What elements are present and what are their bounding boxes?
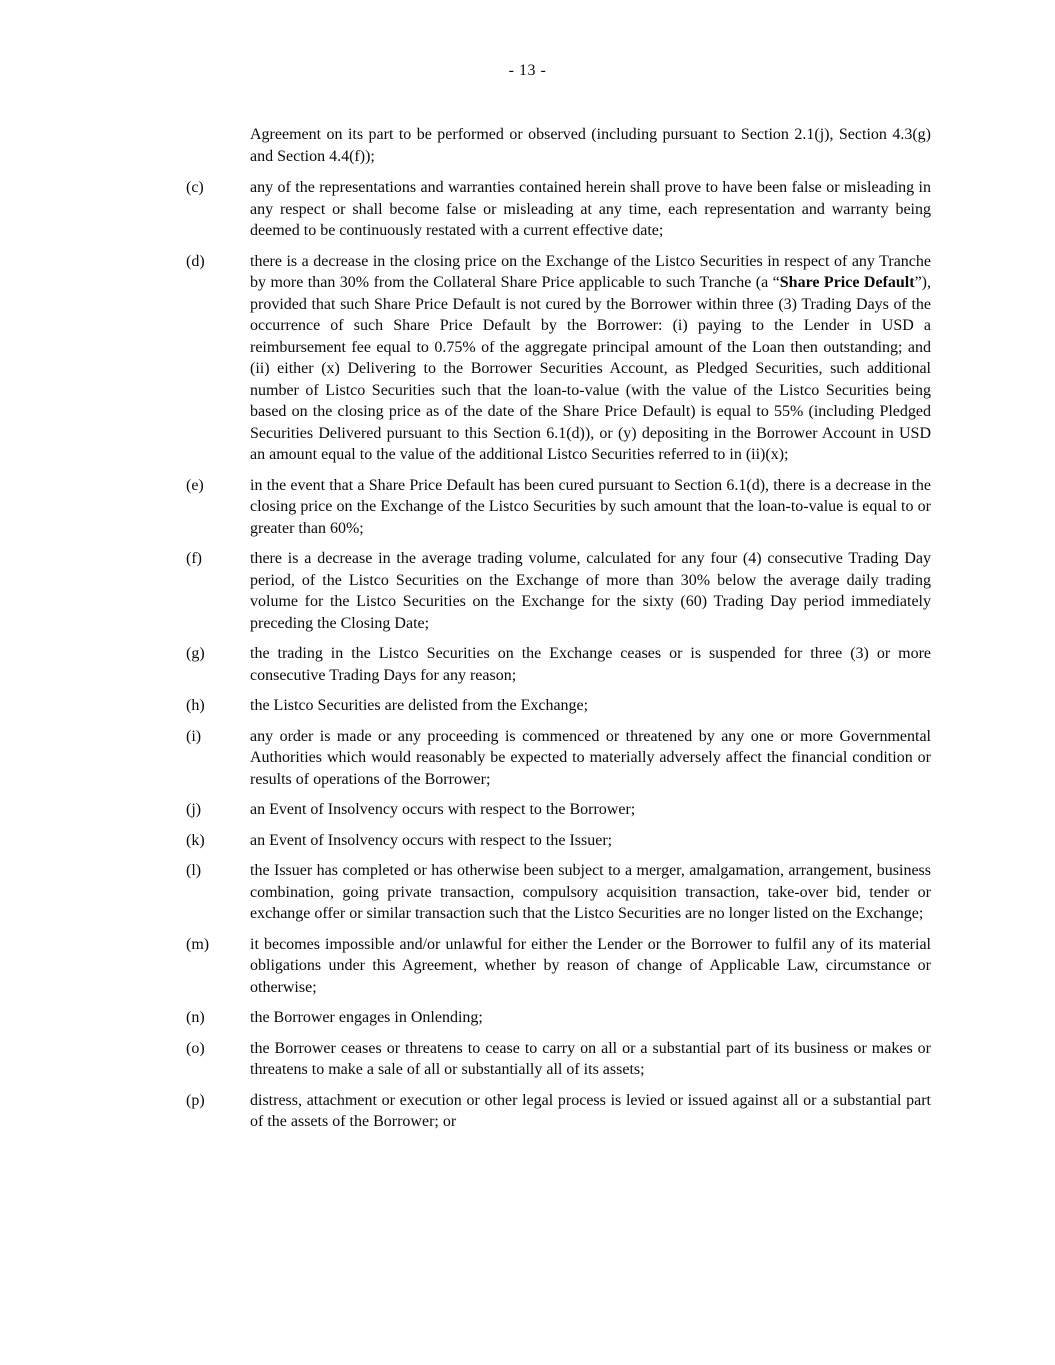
clause-label: (n): [186, 1009, 205, 1026]
clause-row: [186, 830, 931, 852]
clause-label: (o): [186, 1039, 205, 1057]
clause-text-segment: an Event of Insolvency occurs with respect to the Borrower;: [250, 801, 636, 818]
clause-text-segment: an Event of Insolvency occurs with respect to the Issuer;: [250, 831, 613, 849]
clause-row: [186, 726, 931, 791]
clause-row: [186, 643, 931, 686]
clause-row: [186, 251, 931, 466]
page-number: - 13 -: [508, 62, 547, 79]
defined-term-bold: Share Price Default: [779, 274, 915, 291]
clause-text: [250, 799, 931, 821]
clause-row: [186, 1038, 931, 1081]
clause-row: [186, 799, 931, 821]
clause-label: (k): [186, 831, 205, 849]
clause-row: [186, 177, 931, 242]
clause-label: (j): [186, 801, 202, 818]
clause-text: [250, 251, 931, 466]
clause-row: [186, 1090, 931, 1133]
clause-text: [250, 830, 931, 852]
clause-text-segment: it becomes impossible and/or unlawful for either the Lender or the Borrower to fulfil any of its material obligations under this Agreement, whether by reason of change of Applicable Law, circumstance or otherwise;: [250, 935, 931, 996]
clause-row: [186, 475, 931, 540]
clause-text-segment: there is a decrease in the closing price on the Exchange of the Listco Securities in respect of any Tranche by more than 30% from the Collateral Share Price applicable to such Tranche (a “: [250, 252, 931, 291]
clause-text-segment: there is a decrease in the average trading volume, calculated for any four (4) consecutive Trading Day period, of the Listco Securities on the Exchange of more than 30% below the average daily trading volume for the Listco Securities on the Exchange for the sixty (60) Trading Day period immediately preceding the Closing Date;: [250, 550, 931, 632]
clause-text: [250, 1038, 931, 1081]
clause-text: [250, 1090, 931, 1133]
clause-label: (p): [186, 1091, 205, 1109]
clause-text: [250, 934, 931, 999]
document-body: [186, 124, 931, 1133]
clause-text-segment: distress, attachment or execution or other legal process is levied or issued against all or a substantial part of the assets of the Borrower; or: [250, 1091, 931, 1130]
clause-text: [250, 643, 931, 686]
clause-label: (e): [186, 476, 204, 494]
clause-label: (l): [186, 862, 202, 879]
clause-text: [250, 860, 931, 925]
clause-text-segment: any of the representations and warranties contained herein shall prove to have been false or misleading in any respect or shall become false or misleading at any time, each representation and warranty being deemed to be continuously restated with a current effective date;: [250, 179, 931, 239]
clause-label: (h): [186, 697, 205, 714]
clause-text-segment: the Borrower engages in Onlending;: [250, 1009, 483, 1026]
clause-text: [250, 475, 931, 540]
clause-text-segment: the Listco Securities are delisted from the Exchange;: [250, 697, 589, 714]
clause-row: [186, 860, 931, 925]
clause-text-segment: any order is made or any proceeding is commenced or threatened by any one or more Governmental Authorities which would reasonably be expected to materially adversely affect the financial condition or results of operations of the Borrower;: [250, 727, 931, 788]
clause-text: [250, 548, 931, 634]
clause-list: [186, 177, 931, 1133]
clause-label: (m): [186, 935, 210, 953]
clause-label: (g): [186, 645, 205, 662]
clause-text-segment: the Borrower ceases or threatens to cease to carry on all or a substantial part of its business or makes or threatens to make a sale of all or substantially all of its assets;: [250, 1039, 931, 1078]
clause-label: (f): [186, 550, 202, 567]
clause-text: [250, 177, 931, 242]
clause-text-segment: in the event that a Share Price Default has been cured pursuant to Section 6.1(d), there is a decrease in the closing price on the Exchange of the Listco Securities by such amount that the loan-to-value is equal to or greater than 60%;: [250, 476, 931, 537]
clause-label: (c): [186, 179, 204, 196]
clause-row: [186, 548, 931, 634]
intro-continuation-paragraph: Agreement on its part to be performed or observed (including pursuant to Section 2.1(j), Section 4.3(g) and Section 4.4(f));: [250, 126, 931, 165]
clause-text-segment: the trading in the Listco Securities on the Exchange ceases or is suspended for three (3) or more consecutive Trading Days for any reason;: [250, 645, 931, 684]
clause-label: (i): [186, 727, 202, 745]
clause-text-segment: the Issuer has completed or has otherwise been subject to a merger, amalgamation, arrangement, business combination, going private transaction, compulsory acquisition transaction, take-over bid, tender or exchange offer or similar transaction such that the Listco Securities are no longer listed on the Exchange;: [250, 862, 931, 922]
clause-row: [186, 1007, 931, 1029]
clause-row: [186, 934, 931, 999]
clause-text: [250, 695, 931, 717]
clause-text: [250, 726, 931, 791]
clause-row: [186, 695, 931, 717]
clause-label: (d): [186, 252, 205, 270]
clause-text-segment: ”), provided that such Share Price Default is not cured by the Borrower within three (3) Trading Days of the occurrence of such Share Price Default by the Borrower: (i) paying to the Lender in USD a reimbursement fee equal to 0.75% of the aggregate principal amount of the Loan then outstanding; and (ii) either (x) Delivering to the Borrower Securities Account, as Pledged Securities, such additional number of Listco Securities such that the loan-to-value (with the value of the Listco Securities being based on the closing price as of the date of the Share Price Default) is equal to 55% (including Pledged Securities Delivered pursuant to this Section 6.1(d)), or (y) depositing in the Borrower Account in USD an amount equal to the value of the additional Listco Securities referred to in (ii)(x);: [250, 274, 932, 463]
clause-text: [250, 1007, 931, 1029]
